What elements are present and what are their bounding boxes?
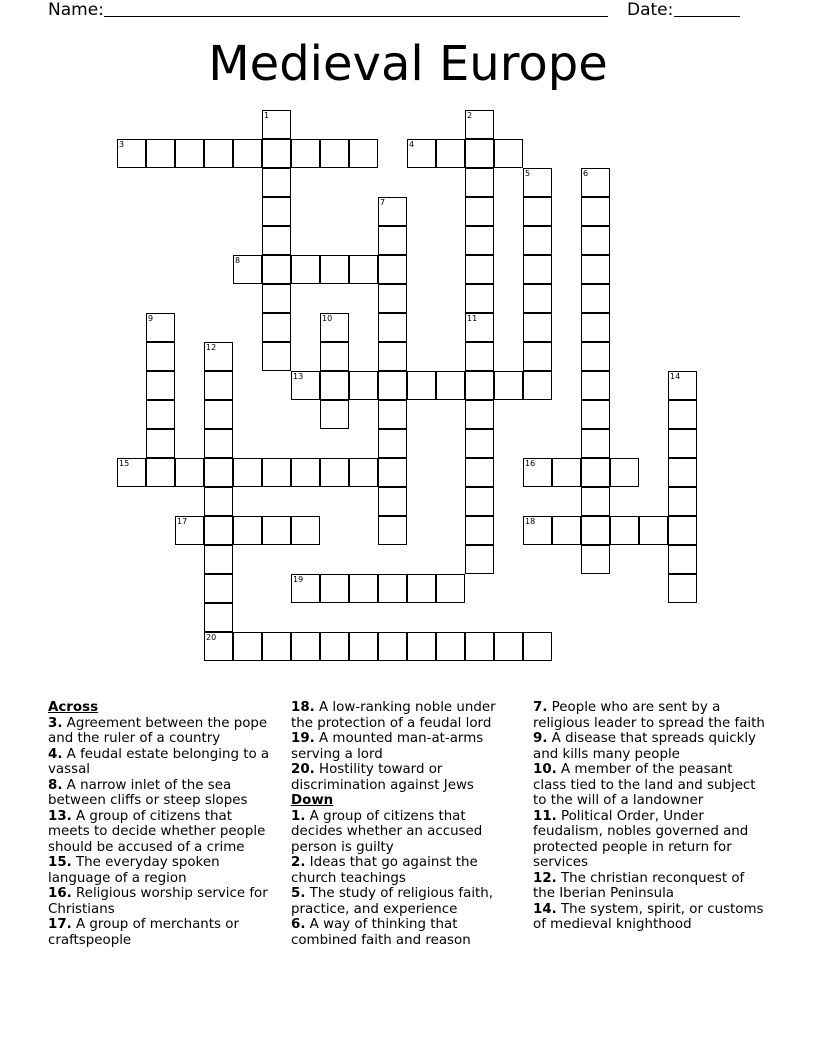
clue-number: 1. (291, 808, 306, 824)
grid-cell[interactable] (233, 632, 262, 661)
grid-cell[interactable] (465, 110, 494, 139)
grid-cell[interactable] (378, 197, 407, 226)
clue-number: 3 (119, 140, 125, 149)
clue-item (291, 809, 519, 856)
grid-cell[interactable] (494, 632, 523, 661)
clue-item (48, 886, 276, 917)
grid-cell[interactable] (146, 342, 175, 371)
grid-cell[interactable] (581, 255, 610, 284)
grid-cell[interactable] (668, 487, 697, 516)
clue-text: The system, spirit, or customs of medieval knighthood (533, 901, 764, 932)
clue-number: 11. (533, 808, 557, 824)
grid-cell[interactable] (378, 284, 407, 313)
grid-cell[interactable] (204, 574, 233, 603)
clue-text: Religious worship service for Christians (48, 886, 268, 917)
grid-cell[interactable] (262, 516, 291, 545)
grid-cell[interactable] (204, 139, 233, 168)
clue-text: People who are sent by a religious leader to spread the faith (533, 700, 765, 731)
grid-cell[interactable] (581, 284, 610, 313)
grid-cell[interactable] (378, 487, 407, 516)
grid-cell[interactable] (668, 574, 697, 603)
grid-cell[interactable] (262, 313, 291, 342)
clue-number: 13 (293, 372, 304, 381)
clue-text: A narrow inlet of the sea between cliffs or steep slopes (48, 777, 248, 808)
grid-cell[interactable] (581, 313, 610, 342)
grid-cell[interactable] (378, 342, 407, 371)
grid-cell[interactable] (668, 400, 697, 429)
grid-cell[interactable] (291, 574, 320, 603)
grid-cell[interactable] (465, 458, 494, 487)
grid-cell[interactable] (436, 371, 465, 400)
clue-number: 8. (48, 777, 63, 793)
clue-text: A feudal estate belonging to a vassal (48, 746, 270, 777)
clue-number: 13. (48, 808, 72, 824)
grid-cell[interactable] (262, 458, 291, 487)
clue-number: 3. (48, 715, 63, 731)
grid-cell[interactable] (378, 255, 407, 284)
grid-cell[interactable] (262, 342, 291, 371)
page-title: Medieval Europe (208, 36, 608, 92)
grid-cell[interactable] (262, 255, 291, 284)
grid-cell[interactable] (465, 313, 494, 342)
grid-cell[interactable] (523, 313, 552, 342)
clue-number: 12. (533, 870, 557, 886)
clue-item (533, 762, 765, 809)
clue-number: 20 (206, 633, 217, 642)
grid-cell[interactable] (581, 197, 610, 226)
clue-number: 17 (177, 517, 188, 526)
grid-cell[interactable] (233, 139, 262, 168)
grid-cell[interactable] (465, 168, 494, 197)
grid-cell[interactable] (465, 516, 494, 545)
grid-cell[interactable] (523, 371, 552, 400)
grid-cell[interactable] (204, 371, 233, 400)
clue-number: 20. (291, 762, 315, 777)
grid-cell[interactable] (523, 168, 552, 197)
clue-number: 14. (533, 901, 557, 917)
grid-cell[interactable] (465, 487, 494, 516)
clue-number: 6 (583, 169, 589, 178)
grid-cell[interactable] (436, 139, 465, 168)
clue-number: 15. (48, 855, 72, 870)
grid-cell[interactable] (291, 255, 320, 284)
grid-cell[interactable] (465, 632, 494, 661)
grid-cell[interactable] (407, 139, 436, 168)
grid-cell[interactable] (349, 574, 378, 603)
grid-cell[interactable] (378, 226, 407, 255)
grid-cell[interactable] (320, 371, 349, 400)
grid-cell[interactable] (581, 371, 610, 400)
grid-cell[interactable] (378, 458, 407, 487)
grid-cell[interactable] (320, 574, 349, 603)
grid-cell[interactable] (523, 632, 552, 661)
clue-text: A way of thinking that combined faith and reason (291, 917, 471, 948)
grid-cell[interactable] (262, 197, 291, 226)
clue-number: 11 (467, 314, 478, 323)
grid-cell[interactable] (436, 574, 465, 603)
grid-cell[interactable] (349, 139, 378, 168)
grid-cell[interactable] (523, 284, 552, 313)
grid-cell[interactable] (581, 168, 610, 197)
grid-cell[interactable] (465, 429, 494, 458)
clue-item (533, 809, 765, 871)
grid-cell[interactable] (146, 400, 175, 429)
clue-item (291, 855, 519, 886)
grid-cell[interactable] (349, 255, 378, 284)
grid-cell[interactable] (320, 313, 349, 342)
grid-cell[interactable] (552, 516, 581, 545)
down-heading: Down (291, 793, 334, 808)
grid-cell[interactable] (407, 632, 436, 661)
grid-cell[interactable] (581, 545, 610, 574)
grid-cell[interactable] (581, 400, 610, 429)
grid-cell[interactable] (465, 197, 494, 226)
grid-cell[interactable] (523, 458, 552, 487)
clue-number: 1 (264, 111, 270, 120)
clue-number: 9 (148, 314, 154, 323)
grid-cell[interactable] (436, 632, 465, 661)
clue-text: A disease that spreads quickly and kills many people (533, 731, 756, 762)
grid-cell[interactable] (291, 632, 320, 661)
grid-cell[interactable] (146, 139, 175, 168)
grid-cell[interactable] (320, 342, 349, 371)
grid-cell[interactable] (175, 458, 204, 487)
grid-cell[interactable] (494, 371, 523, 400)
clue-item (48, 809, 276, 856)
grid-cell[interactable] (378, 632, 407, 661)
clue-number: 4 (409, 140, 415, 149)
grid-cell[interactable] (581, 487, 610, 516)
grid-cell[interactable] (610, 458, 639, 487)
clue-item (291, 731, 519, 762)
grid-cell[interactable] (262, 632, 291, 661)
grid-cell[interactable] (233, 458, 262, 487)
grid-cell[interactable] (639, 516, 668, 545)
clue-number: 18. (291, 700, 315, 715)
clue-number: 10. (533, 762, 557, 777)
grid-cell[interactable] (581, 458, 610, 487)
grid-cell[interactable] (523, 516, 552, 545)
grid-cell[interactable] (668, 429, 697, 458)
clue-text: The study of religious faith, practice, and experience (291, 886, 494, 917)
grid-cell[interactable] (291, 516, 320, 545)
clue-item (533, 871, 765, 902)
grid-cell[interactable] (291, 458, 320, 487)
grid-cell[interactable] (465, 400, 494, 429)
grid-cell[interactable] (407, 574, 436, 603)
clue-number: 6. (291, 917, 306, 932)
clue-text: Ideas that go against the church teachings (291, 855, 478, 886)
clue-text: Hostility toward or discrimination against Jews (291, 762, 474, 793)
clue-item (533, 902, 765, 933)
grid-cell[interactable] (465, 226, 494, 255)
clue-number: 14 (670, 372, 681, 381)
grid-cell[interactable] (378, 516, 407, 545)
grid-cell[interactable] (378, 574, 407, 603)
grid-cell[interactable] (262, 226, 291, 255)
grid-cell[interactable] (233, 255, 262, 284)
clue-text: A mounted man-at-arms serving a lord (291, 731, 484, 762)
clue-item (533, 700, 765, 731)
grid-cell[interactable] (204, 545, 233, 574)
name-label: Name: (48, 0, 104, 20)
clue-item (48, 716, 276, 747)
grid-cell[interactable] (349, 632, 378, 661)
clue-number: 17. (48, 917, 72, 932)
clue-item (291, 762, 519, 793)
grid-cell[interactable] (610, 516, 639, 545)
across-clue-list-continued (291, 700, 519, 793)
clue-number: 12 (206, 343, 217, 352)
grid-cell[interactable] (668, 371, 697, 400)
grid-cell[interactable] (262, 139, 291, 168)
grid-cell[interactable] (146, 429, 175, 458)
grid-cell[interactable] (465, 284, 494, 313)
clue-number: 2. (291, 855, 306, 870)
clue-text: A group of citizens that meets to decide whether people should be accused of a crime (48, 808, 266, 855)
grid-cell[interactable] (581, 516, 610, 545)
clue-text: Political Order, Under feudalism, nobles governed and protected people in return for services (533, 808, 749, 870)
clue-number: 2 (467, 111, 473, 120)
grid-cell[interactable] (204, 632, 233, 661)
grid-cell[interactable] (581, 342, 610, 371)
date-label: Date: (627, 0, 674, 20)
grid-cell[interactable] (204, 487, 233, 516)
grid-cell[interactable] (262, 168, 291, 197)
grid-cell[interactable] (465, 371, 494, 400)
clue-number: 16. (48, 886, 72, 901)
clue-number: 18 (525, 517, 536, 526)
clues-column-3 (533, 700, 765, 933)
clue-number: 5 (525, 169, 531, 178)
grid-cell[interactable] (349, 371, 378, 400)
grid-cell[interactable] (204, 516, 233, 545)
grid-cell[interactable] (581, 226, 610, 255)
grid-cell[interactable] (465, 342, 494, 371)
clue-number: 10 (322, 314, 333, 323)
grid-cell[interactable] (494, 139, 523, 168)
down-clue-list-continued (533, 700, 765, 933)
grid-cell[interactable] (117, 139, 146, 168)
clues-column-1 (48, 700, 276, 948)
grid-cell[interactable] (262, 284, 291, 313)
clue-number: 4. (48, 746, 63, 762)
across-heading: Across (48, 700, 99, 715)
clue-text: A group of merchants or craftspeople (48, 917, 239, 948)
grid-cell[interactable] (378, 429, 407, 458)
clue-item (48, 747, 276, 778)
grid-cell[interactable] (465, 545, 494, 574)
grid-cell[interactable] (117, 458, 146, 487)
grid-cell[interactable] (668, 545, 697, 574)
clue-item (533, 731, 765, 762)
grid-cell[interactable] (523, 197, 552, 226)
clue-item (48, 855, 276, 886)
grid-cell[interactable] (668, 516, 697, 545)
clue-item (48, 778, 276, 809)
grid-cell[interactable] (175, 139, 204, 168)
grid-cell[interactable] (320, 255, 349, 284)
clues-column-2 (291, 700, 519, 948)
grid-cell[interactable] (378, 371, 407, 400)
down-clue-list (291, 809, 519, 949)
grid-cell[interactable] (146, 371, 175, 400)
clue-text: A member of the peasant class tied to the land and subject to the will of a landowner (533, 762, 756, 808)
clue-number: 16 (525, 459, 536, 468)
clue-item (291, 700, 519, 731)
grid-cell[interactable] (233, 516, 262, 545)
clue-number: 19. (291, 731, 315, 746)
grid-cell[interactable] (378, 400, 407, 429)
clue-item (48, 917, 276, 948)
grid-cell[interactable] (204, 458, 233, 487)
grid-cell[interactable] (378, 313, 407, 342)
grid-cell[interactable] (552, 458, 581, 487)
grid-cell[interactable] (320, 400, 349, 429)
grid-cell[interactable] (204, 400, 233, 429)
clue-text: The everyday spoken language of a region (48, 855, 220, 886)
clue-item (291, 886, 519, 917)
grid-cell[interactable] (407, 371, 436, 400)
grid-cell[interactable] (320, 139, 349, 168)
grid-cell[interactable] (291, 139, 320, 168)
grid-cell[interactable] (204, 342, 233, 371)
clue-text: A group of citizens that decides whether an accused person is guilty (291, 808, 483, 855)
clue-number: 15 (119, 459, 130, 468)
clue-text: Agreement between the pope and the ruler of a country (48, 715, 268, 746)
clue-number: 7 (380, 198, 386, 207)
grid-cell[interactable] (465, 139, 494, 168)
clue-number: 8 (235, 256, 241, 265)
grid-cell[interactable] (581, 429, 610, 458)
grid-cell[interactable] (523, 342, 552, 371)
grid-cell[interactable] (523, 226, 552, 255)
clue-number: 9. (533, 731, 548, 746)
grid-cell[interactable] (146, 458, 175, 487)
clue-text: The christian reconquest of the Iberian Peninsula (533, 870, 745, 901)
grid-cell[interactable] (204, 603, 233, 632)
grid-cell[interactable] (523, 255, 552, 284)
grid-cell[interactable] (465, 255, 494, 284)
clue-number: 5. (291, 886, 306, 901)
grid-cell[interactable] (146, 313, 175, 342)
clue-item (291, 917, 519, 948)
grid-cell[interactable] (320, 458, 349, 487)
grid-cell[interactable] (349, 458, 378, 487)
across-clue-list (48, 716, 276, 949)
grid-cell[interactable] (291, 371, 320, 400)
clue-number: 19 (293, 575, 304, 584)
grid-cell[interactable] (204, 429, 233, 458)
grid-cell[interactable] (175, 516, 204, 545)
grid-cell[interactable] (320, 632, 349, 661)
clue-number: 7. (533, 700, 548, 715)
grid-cell[interactable] (262, 110, 291, 139)
grid-cell[interactable] (668, 458, 697, 487)
clue-text: A low-ranking noble under the protection of a feudal lord (291, 700, 496, 731)
